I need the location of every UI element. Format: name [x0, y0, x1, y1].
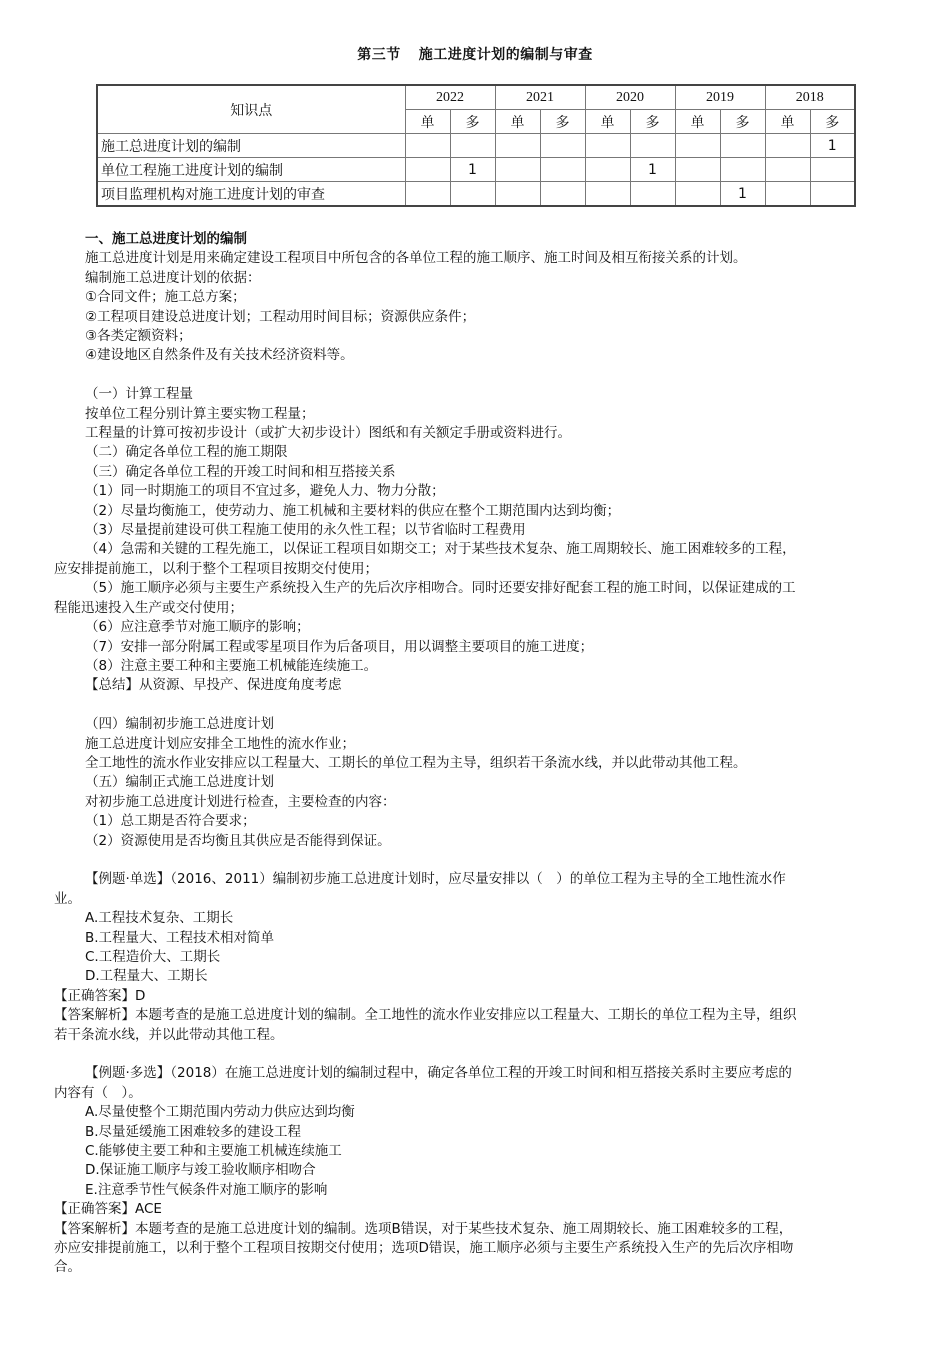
header-multi: 多 — [720, 110, 765, 134]
list-item: （1）同一时期施工的项目不宜过多，避免人力、物力分散； — [85, 483, 445, 500]
table-cell — [720, 158, 765, 182]
table-cell — [675, 182, 720, 207]
list-item: （1）总工期是否符合要求； — [85, 813, 256, 830]
list-item: （5）施工顺序必须与主要生产系统投入生产的先后次序相吻合。同时还要安排好配套工程的施工时间，以保证建成的工 — [85, 580, 796, 597]
subheading: （四）编制初步施工总进度计划 — [85, 716, 274, 733]
table-cell — [450, 182, 495, 207]
table-cell — [675, 158, 720, 182]
list-item-continued: 程能迅速投入生产或交付使用； — [54, 599, 243, 616]
header-single: 单 — [405, 110, 450, 134]
header-single: 单 — [495, 110, 540, 134]
table-cell — [720, 134, 765, 158]
table-cell — [540, 182, 585, 207]
subheading: （三）确定各单位工程的开竣工时间和相互搭接关系 — [85, 463, 396, 480]
option: C.工程造价大、工期长 — [85, 948, 221, 965]
table-cell — [630, 182, 675, 207]
list-item: ④建设地区自然条件及有关技术经济资料等。 — [85, 347, 354, 364]
correct-answer: 【正确答案】D — [54, 987, 146, 1004]
paragraph: 工程量的计算可按初步设计（或扩大初步设计）图纸和有关额定手册或资料进行。 — [85, 425, 571, 442]
subheading: （一）计算工程量 — [85, 386, 193, 403]
row-label: 施工总进度计划的编制 — [97, 134, 405, 158]
table-cell — [810, 182, 855, 207]
table-cell: 1 — [720, 182, 765, 207]
header-multi: 多 — [630, 110, 675, 134]
option: B.工程量大、工程技术相对简单 — [85, 929, 275, 946]
document-body — [54, 230, 904, 1278]
table-cell — [675, 134, 720, 158]
example-question-continued: 内容有（ ）。 — [54, 1084, 142, 1101]
answer-explanation-continued: 亦应安排提前施工，以利于整个工程项目按期交付使用；选项D错误，施工顺序必须与主要生产系统投入生产的先后次序相吻 — [54, 1240, 794, 1257]
list-item-continued: 应安排提前施工，以利于整个工程项目按期交付使用； — [54, 560, 378, 577]
header-knowledge-point: 知识点 — [97, 85, 405, 134]
table-cell — [540, 158, 585, 182]
option: A.尽量使整个工期范围内劳动力供应达到均衡 — [85, 1104, 355, 1121]
header-year: 2019 — [675, 85, 765, 110]
header-single: 单 — [585, 110, 630, 134]
table-cell — [540, 134, 585, 158]
table-cell — [585, 158, 630, 182]
paragraph: 全工地性的流水作业安排应以工程量大、工期长的单位工程为主导，组织若干条流水线，并以此带动其他工程。 — [85, 754, 747, 771]
answer-explanation: 【答案解析】本题考查的是施工总进度计划的编制。选项B错误，对于某些技术复杂、施工周期较长、施工困难较多的工程， — [54, 1220, 793, 1237]
section-number: 第三节 — [357, 47, 401, 63]
header-multi: 多 — [450, 110, 495, 134]
section-heading: 一、施工总进度计划的编制 — [85, 231, 247, 247]
table-cell: 1 — [810, 134, 855, 158]
subheading: （二）确定各单位工程的施工期限 — [85, 444, 288, 461]
option: D.保证施工顺序与竣工验收顺序相吻合 — [85, 1162, 316, 1179]
list-item: ②工程项目建设总进度计划；工程动用时间目标；资源供应条件； — [85, 308, 476, 325]
row-label: 单位工程施工进度计划的编制 — [97, 158, 405, 182]
table-cell — [765, 158, 810, 182]
table-cell — [405, 134, 450, 158]
paragraph: 对初步施工总进度计划进行检查，主要检查的内容： — [85, 793, 396, 810]
header-year: 2022 — [405, 85, 495, 110]
list-item: （8）注意主要工种和主要施工机械能连续施工。 — [85, 657, 378, 674]
table-cell: 1 — [450, 158, 495, 182]
section-title — [0, 44, 950, 64]
example-question: 【例题·单选】（2016、2011）编制初步施工总进度计划时，应尽量安排以（ ）的单位工程为主导的全工地性流水作 — [85, 871, 786, 888]
list-item: （2）尽量均衡施工，使劳动力、施工机械和主要材料的供应在整个工期范围内达到均衡； — [85, 502, 621, 519]
table-row — [97, 134, 855, 158]
table-cell — [585, 182, 630, 207]
header-single: 单 — [675, 110, 720, 134]
row-label: 项目监理机构对施工进度计划的审查 — [97, 182, 405, 207]
table-header-row — [97, 85, 855, 110]
option: E.注意季节性气候条件对施工顺序的影响 — [85, 1181, 328, 1198]
table-cell — [630, 134, 675, 158]
header-year: 2018 — [765, 85, 855, 110]
list-item: （4）急需和关键的工程先施工，以保证工程项目如期交工；对于某些技术复杂、施工周期较长、施工困难较多的工程， — [85, 541, 796, 558]
subheading: （五）编制正式施工总进度计划 — [85, 774, 274, 791]
table-cell — [585, 134, 630, 158]
paragraph: 施工总进度计划应安排全工地性的流水作业； — [85, 735, 355, 752]
table-cell — [495, 158, 540, 182]
table-row — [97, 182, 855, 207]
list-item: （3）尽量提前建设可供工程施工使用的永久性工程；以节省临时工程费用 — [85, 522, 526, 539]
summary: 【总结】从资源、早投产、保进度角度考虑 — [85, 677, 342, 694]
option: A.工程技术复杂、工期长 — [85, 910, 234, 927]
paragraph: 编制施工总进度计划的依据： — [85, 269, 261, 286]
table-cell — [450, 134, 495, 158]
table-cell — [495, 182, 540, 207]
answer-explanation: 【答案解析】本题考查的是施工总进度计划的编制。全工地性的流水作业安排应以工程量大、工期长的单位工程为主导，组织 — [54, 1007, 797, 1024]
answer-explanation-continued: 合。 — [54, 1259, 81, 1276]
paragraph: 施工总进度计划是用来确定建设工程项目中所包含的各单位工程的施工顺序、施工时间及相互衔接关系的计划。 — [85, 250, 747, 267]
table-cell — [495, 134, 540, 158]
header-year: 2021 — [495, 85, 585, 110]
option: D.工程量大、工期长 — [85, 968, 208, 985]
option: B.尽量延缓施工困难较多的建设工程 — [85, 1123, 302, 1140]
list-item: ③各类定额资料； — [85, 328, 192, 345]
section-name: 施工进度计划的编制与审查 — [418, 47, 593, 63]
paragraph: 按单位工程分别计算主要实物工程量； — [85, 405, 315, 422]
example-question-continued: 业。 — [54, 890, 81, 907]
header-multi: 多 — [540, 110, 585, 134]
header-single: 单 — [765, 110, 810, 134]
table-cell — [405, 158, 450, 182]
table-cell — [765, 134, 810, 158]
option: C.能够使主要工种和主要施工机械连续施工 — [85, 1143, 342, 1160]
table-cell — [810, 158, 855, 182]
table-row — [97, 158, 855, 182]
table-cell — [765, 182, 810, 207]
example-question: 【例题·多选】（2018）在施工总进度计划的编制过程中，确定各单位工程的开竣工时间和相互搭接关系时主要应考虑的 — [85, 1065, 792, 1082]
exam-frequency-table — [96, 84, 856, 207]
list-item: （2）资源使用是否均衡且其供应是否能得到保证。 — [85, 832, 391, 849]
list-item: ①合同文件；施工总方案； — [85, 289, 246, 306]
answer-explanation-continued: 若干条流水线，并以此带动其他工程。 — [54, 1026, 284, 1043]
table-cell — [405, 182, 450, 207]
header-multi: 多 — [810, 110, 855, 134]
list-item: （6）应注意季节对施工顺序的影响； — [85, 619, 310, 636]
table-cell: 1 — [630, 158, 675, 182]
correct-answer: 【正确答案】ACE — [54, 1201, 162, 1218]
list-item: （7）安排一部分附属工程或零星项目作为后备项目，用以调整主要项目的施工进度； — [85, 638, 594, 655]
header-year: 2020 — [585, 85, 675, 110]
